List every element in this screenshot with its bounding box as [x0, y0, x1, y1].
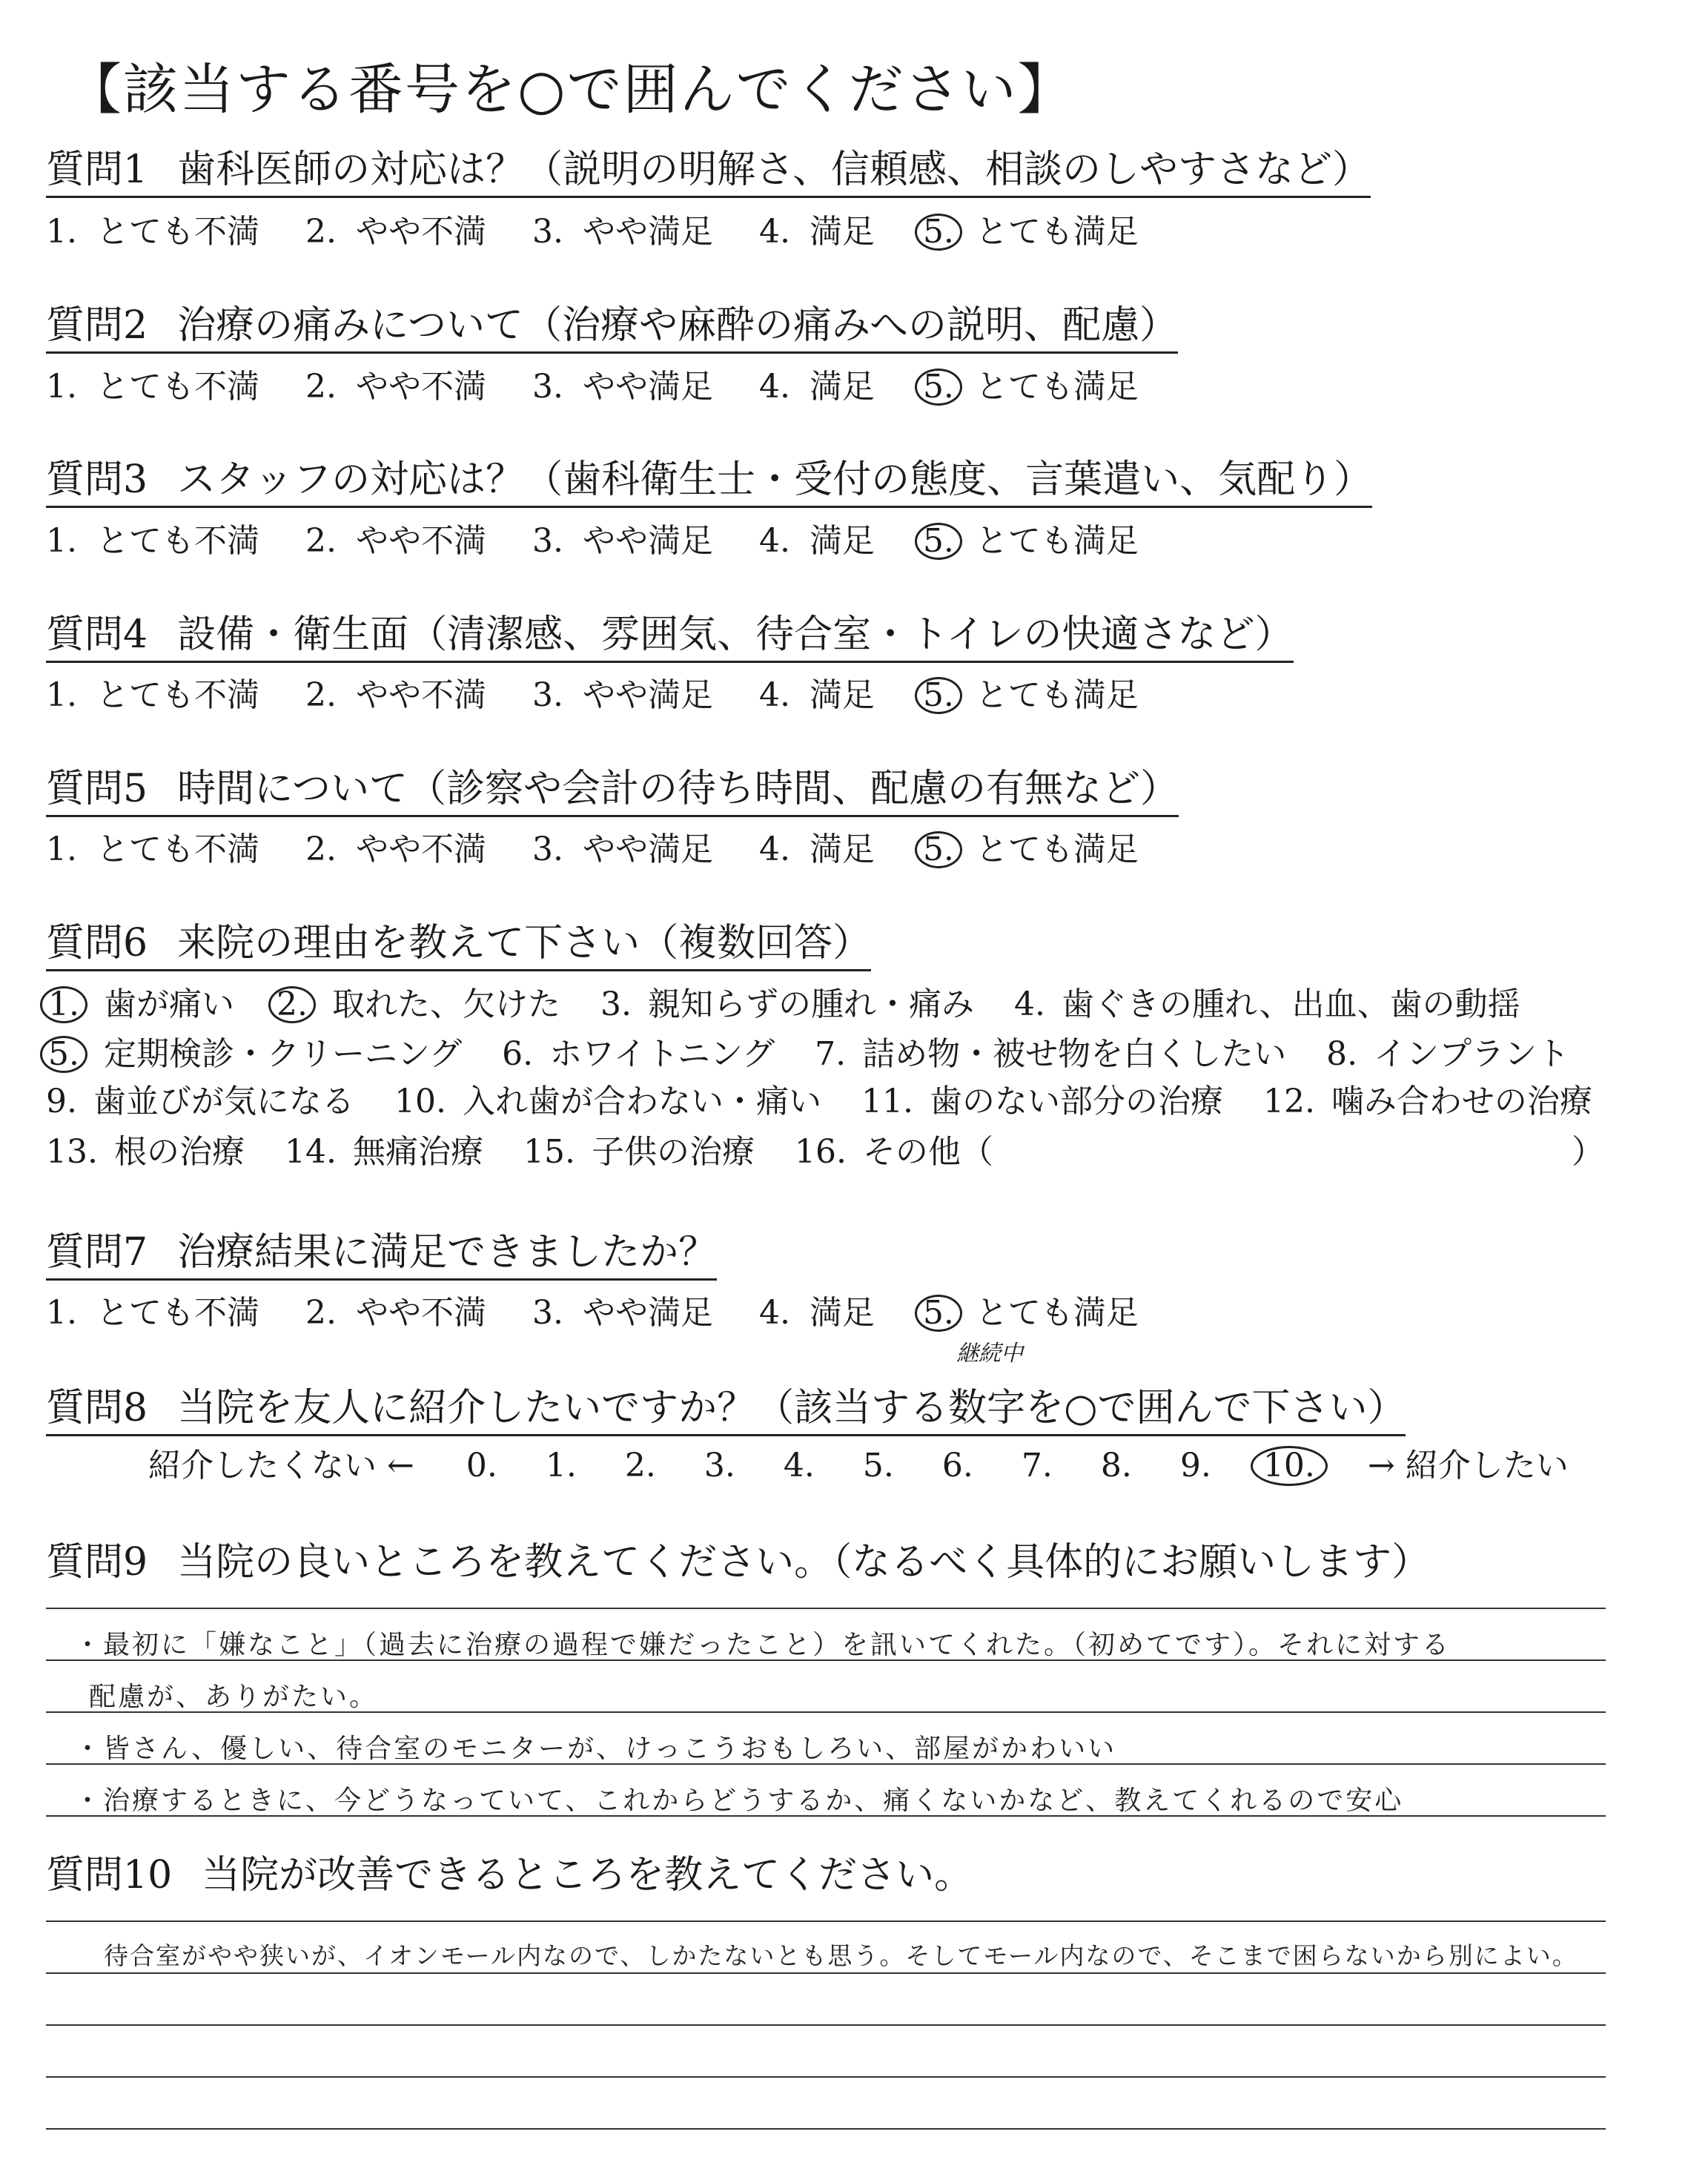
option-4[interactable]: 4. 満足	[758, 213, 875, 251]
handwritten-answer-line-1: ・最初に「嫌なこと」（過去に治療の過程で嫌だったこと）を訊いてくれた。（初めてです）。それに対する	[74, 1630, 1452, 1660]
question-text: 来院の理由を教えて下さい（複数回答）	[177, 921, 872, 965]
reason-option-1-selected[interactable]: 1. 歯が痛い	[46, 986, 234, 1023]
question-text: 歯科医師の対応は？（説明の明解さ、信頼感、相談のしやすさなど）	[177, 148, 1371, 192]
answer-line	[46, 2128, 1606, 2130]
question-number: 質問9	[46, 1540, 148, 1585]
option-1[interactable]: 1. とても不満	[46, 368, 259, 406]
question-5-heading	[46, 767, 1179, 817]
scale-right-label: → 紹介したい	[1367, 1447, 1569, 1484]
option-3[interactable]: 3. やや満足	[532, 522, 713, 560]
question-number: 質問6	[46, 921, 148, 965]
option-4[interactable]: 4. 満足	[758, 522, 875, 560]
answer-line	[46, 2024, 1606, 2026]
question-6-heading	[46, 922, 871, 971]
question-number: 質問8	[46, 1386, 148, 1430]
option-3[interactable]: 3. やや満足	[532, 1294, 713, 1332]
scale-9[interactable]: 9.	[1179, 1447, 1211, 1484]
option-2[interactable]: 2. やや不満	[305, 830, 486, 868]
handwritten-note: 継続中	[956, 1341, 1023, 1367]
scale-1[interactable]: 1.	[545, 1447, 577, 1484]
option-3[interactable]: 3. やや満足	[532, 676, 713, 714]
question-2-heading	[46, 304, 1178, 354]
handwritten-answer-line-2: 配慮が、ありがたい。	[89, 1682, 379, 1712]
option-1[interactable]: 1. とても不満	[46, 213, 259, 251]
scale-8[interactable]: 8.	[1100, 1447, 1132, 1484]
question-9-heading	[46, 1541, 1430, 1588]
question-number: 質問4	[46, 612, 148, 657]
question-number: 質問5	[46, 767, 148, 811]
option-5-selected[interactable]: 5. とても満足	[921, 677, 1139, 714]
question-text: 治療の痛みについて（治療や麻酔の痛みへの説明、配慮）	[177, 303, 1179, 348]
scale-6[interactable]: 6.	[941, 1447, 973, 1484]
question-number: 質問2	[46, 303, 148, 348]
reason-option-6[interactable]: 6. ホワイトニング	[502, 1035, 775, 1073]
option-1[interactable]: 1. とても不満	[46, 522, 259, 560]
option-4[interactable]: 4. 満足	[758, 1294, 875, 1332]
question-3-heading	[46, 458, 1372, 508]
option-1[interactable]: 1. とても不満	[46, 830, 259, 868]
question-number: 質問1	[46, 148, 148, 192]
option-3[interactable]: 3. やや満足	[532, 368, 713, 406]
answer-line	[46, 1972, 1606, 1974]
question-7-options	[46, 1295, 1174, 1332]
scale-2[interactable]: 2.	[624, 1447, 656, 1484]
question-text: 当院の良いところを教えてください。（なるべく具体的にお願いします）	[177, 1540, 1431, 1585]
question-6-options-row-4	[46, 1133, 1634, 1171]
scale-7[interactable]: 7.	[1021, 1447, 1053, 1484]
question-text: 当院が改善できるところを教えてください。	[202, 1853, 973, 1898]
option-5-selected[interactable]: 5. とても満足	[921, 831, 1139, 868]
scale-3[interactable]: 3.	[704, 1447, 735, 1484]
option-1[interactable]: 1. とても不満	[46, 1294, 259, 1332]
reason-option-5-selected[interactable]: 5. 定期検診・クリーニング	[46, 1036, 462, 1073]
question-text: 当院を友人に紹介したいですか？（該当する数字を○で囲んで下さい）	[177, 1386, 1406, 1430]
reason-option-9[interactable]: 9. 歯並びが気になる	[46, 1083, 354, 1120]
option-2[interactable]: 2. やや不満	[305, 676, 486, 714]
question-6-options-row-3	[46, 1083, 1622, 1120]
handwritten-answer-line-3: ・皆さん、優しい、待合室のモニターが、けっこうおもしろい、部屋がかわいい	[74, 1734, 1117, 1764]
form-title: 【該当する番号を○で囲んでください】	[67, 58, 1074, 122]
reason-option-2-selected[interactable]: 2. 取れた、欠けた	[274, 986, 560, 1023]
question-6-options-row-2	[46, 1036, 1599, 1073]
question-4-heading	[46, 613, 1294, 663]
option-3[interactable]: 3. やや満足	[532, 830, 713, 868]
reason-option-10[interactable]: 10. 入れ歯が合わない・痛い	[394, 1083, 821, 1120]
question-1-options	[46, 214, 1174, 251]
recommend-scale	[148, 1446, 1569, 1486]
question-8-heading	[46, 1387, 1406, 1436]
reason-option-3[interactable]: 3. 親知らずの腫れ・痛み	[600, 985, 974, 1023]
question-1-heading	[46, 148, 1371, 198]
scale-10-selected[interactable]: 10.	[1251, 1446, 1328, 1486]
reason-option-4[interactable]: 4. 歯ぐきの腫れ、出血、歯の動揺	[1013, 985, 1520, 1023]
question-text: 設備・衛生面（清潔感、雰囲気、待合室・トイレの快適さなど）	[177, 612, 1294, 657]
option-2[interactable]: 2. やや不満	[305, 213, 486, 251]
option-2[interactable]: 2. やや不満	[305, 522, 486, 560]
question-number: 質問3	[46, 458, 148, 502]
option-4[interactable]: 4. 満足	[758, 830, 875, 868]
option-2[interactable]: 2. やや不満	[305, 368, 486, 406]
question-text: 時間について（診察や会計の待ち時間、配慮の有無など）	[177, 767, 1179, 811]
question-number: 質問10	[46, 1853, 173, 1898]
scale-0[interactable]: 0.	[466, 1447, 497, 1484]
reason-option-13[interactable]: 13. 根の治療	[46, 1133, 245, 1171]
option-3[interactable]: 3. やや満足	[532, 213, 713, 251]
reason-option-11[interactable]: 11. 歯のない部分の治療	[861, 1083, 1223, 1120]
reason-option-12[interactable]: 12. 噛み合わせの治療	[1262, 1083, 1592, 1120]
question-6-options-row-1	[46, 986, 1550, 1023]
answer-line	[46, 2076, 1606, 2078]
question-5-options	[46, 831, 1174, 868]
question-text: 治療結果に満足できましたか？	[177, 1230, 718, 1275]
option-5-selected[interactable]: 5. とても満足	[921, 214, 1139, 251]
handwritten-answer-line-1: 待合室がやや狭いが、イオンモール内なので、しかたないとも思う。そしてモール内なので、そこまで困らないから別によい。	[104, 1941, 1578, 1970]
option-5-selected[interactable]: 5. とても満足	[921, 523, 1139, 560]
option-4[interactable]: 4. 満足	[758, 676, 875, 714]
reason-option-8[interactable]: 8. インプラント	[1326, 1035, 1570, 1073]
reason-option-14[interactable]: 14. 無痛治療	[284, 1133, 483, 1171]
question-text: スタッフの対応は？（歯科衛生士・受付の態度、言葉遣い、気配り）	[177, 458, 1373, 502]
answer-line	[46, 1920, 1606, 1922]
option-2[interactable]: 2. やや不満	[305, 1294, 486, 1332]
scale-left-label: 紹介したくない ←	[148, 1447, 414, 1484]
option-5-selected[interactable]: 5. とても満足	[921, 1295, 1139, 1332]
option-5-selected[interactable]: 5. とても満足	[921, 369, 1139, 406]
answer-line	[46, 1608, 1606, 1609]
handwritten-answer-line-4: ・治療するときに、今どうなっていて、これからどうするか、痛くないかなど、教えてくれるので安心	[74, 1786, 1404, 1816]
question-7-heading	[46, 1231, 717, 1281]
reason-option-15[interactable]: 15. 子供の治療	[523, 1133, 755, 1171]
question-10-heading	[46, 1854, 973, 1901]
question-4-options	[46, 677, 1174, 714]
reason-option-16-other[interactable]: 16. その他（ ）	[794, 1133, 1604, 1171]
question-number: 質問7	[46, 1230, 148, 1275]
reason-option-7[interactable]: 7. 詰め物・被せ物を白くしたい	[815, 1035, 1287, 1073]
option-4[interactable]: 4. 満足	[758, 368, 875, 406]
question-2-options	[46, 369, 1174, 406]
scale-5[interactable]: 5.	[862, 1447, 894, 1484]
scale-4[interactable]: 4.	[783, 1447, 815, 1484]
question-3-options	[46, 523, 1174, 560]
option-1[interactable]: 1. とても不満	[46, 676, 259, 714]
